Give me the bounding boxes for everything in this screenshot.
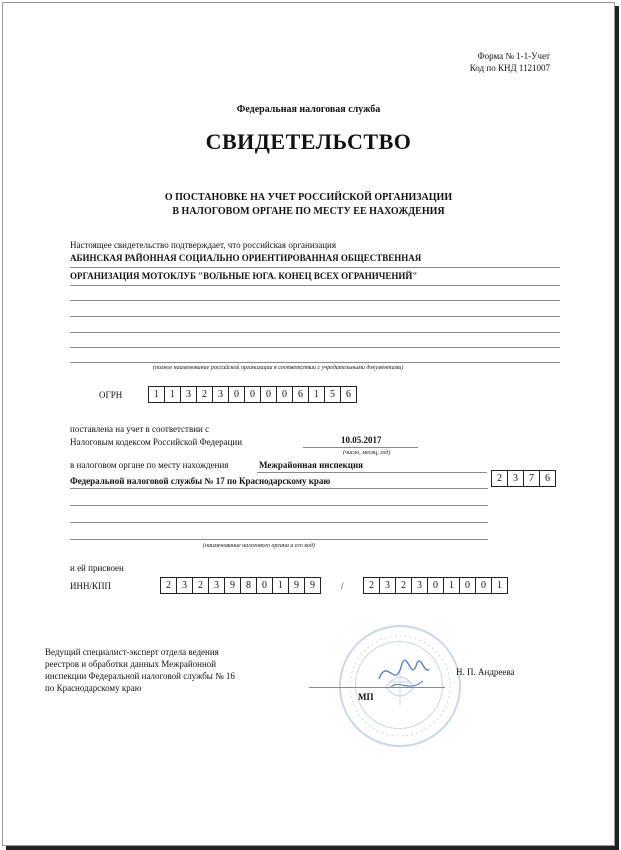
digit-box: 0 [476,578,492,593]
subtitle-line-2: В НАЛОГОВОМ ОРГАНЕ ПО МЕСТУ ЕЕ НАХОЖДЕНИЯ [172,206,445,217]
rule [257,472,487,473]
rule [303,447,418,448]
digit-box: 2 [161,578,177,593]
registration-date: 10.05.2017 [341,435,382,445]
rule [70,522,488,523]
rule [70,362,560,363]
agency-name: Федеральная налоговая служба [236,104,381,115]
digit-box: 3 [380,578,396,593]
digit-box: 2 [396,578,412,593]
ogrn-label: ОГРН [99,390,123,400]
digit-box: 3 [412,578,428,593]
form-code [470,50,550,74]
inn-boxes [160,577,321,594]
document-subtitle [3,191,614,219]
digit-box: 0 [257,578,273,593]
rule [70,285,560,286]
digit-box: 9 [225,578,241,593]
digit-box: 2 [492,471,508,486]
digit-box: 6 [293,387,309,402]
inn-kpp-label: ИНН/КПП [70,581,112,591]
rule [70,316,560,317]
registered-line-1: поставлена на учет в соответствии с [70,424,210,434]
rule [70,505,488,506]
authority-prefix: в налоговом органе по месту нахождения [70,460,229,470]
digit-box: 0 [277,387,293,402]
signature-icon [373,649,433,699]
digit-box: 3 [508,471,524,486]
digit-box: 2 [193,578,209,593]
digit-box: 0 [261,387,277,402]
knd-code: Код по КНД 1121007 [469,63,550,73]
digit-box: 3 [213,387,229,402]
position-line-1: Ведущий специалист-эксперт отдела ведения [45,647,219,657]
digit-box: 0 [229,387,245,402]
digit-box: 0 [428,578,444,593]
authority-line-2: Федеральной налоговой службы № 17 по Краснодарскому краю [70,476,331,486]
digit-box: 1 [273,578,289,593]
digit-box: 1 [149,387,165,402]
rule [70,332,560,333]
subtitle-line-1: О ПОСТАНОВКЕ НА УЧЕТ РОССИЙСКОЙ ОРГАНИЗАЦИИ [164,192,453,203]
digit-box: 3 [177,578,193,593]
position-line-3: инспекции Федеральной налоговой службы № 16 [45,671,235,681]
digit-box: 7 [524,471,540,486]
digit-box: 3 [181,387,197,402]
org-name-line-2: ОРГАНИЗАЦИЯ МОТОКЛУБ "ВОЛЬНЫЕ ЮГА. КОНЕЦ ВСЕХ ОГРАНИЧЕНИЙ" [70,271,418,281]
ogrn-boxes [148,386,357,403]
digit-box: 5 [325,387,341,402]
authority-line-1: Межрайонная инспекция [259,460,364,470]
digit-box: 1 [309,387,325,402]
digit-box: 1 [165,387,181,402]
form-number: Форма № 1-1-Учет [477,51,550,61]
date-caption: (число, месяц, год) [343,450,391,456]
org-name-line-1: АБИНСКАЯ РАЙОННАЯ СОЦИАЛЬНО ОРИЕНТИРОВАННАЯ ОБЩЕСТВЕННАЯ [70,253,422,263]
digit-box: 0 [245,387,261,402]
signatory-name: Н. П. Андреева [456,667,515,677]
rule [70,347,560,348]
signature-line [309,687,445,688]
digit-box: 6 [346,389,351,400]
digit-box: 8 [241,578,257,593]
digit-box: 9 [310,580,315,591]
digit-box: 1 [497,580,502,591]
digit-box: 9 [289,578,305,593]
intro-text: Настоящее свидетельство подтверждает, что российская организация [70,240,336,250]
digit-box: 2 [197,387,213,402]
rule [70,267,560,268]
rule [70,539,488,540]
registered-line-2: Налоговым кодексом Российской Федерации [70,437,243,447]
position-line-4: по Краснодарскому краю [45,683,142,693]
org-name-caption: (полное наименование российской организации в соответствии с учредительными документами) [153,365,404,371]
inn-kpp-separator: / [341,581,344,591]
digit-box: 6 [545,473,550,484]
kpp-boxes [363,577,508,594]
document-title: СВИДЕТЕЛЬСТВО [205,129,412,154]
digit-box: 2 [364,578,380,593]
digit-box: 3 [209,578,225,593]
certificate-page [2,2,615,846]
assigned-text: и ей присвоен [70,563,124,573]
position-line-2: реестров и обработки данных Межрайонной [45,659,217,669]
stamp-place-label: МП [358,692,374,702]
signatory-position [45,646,235,694]
authority-code-boxes [491,470,556,487]
rule [70,300,560,301]
digit-box: 0 [460,578,476,593]
authority-caption: (наименование налогового органа и его код) [203,543,315,549]
rule [70,488,488,489]
digit-box: 1 [444,578,460,593]
